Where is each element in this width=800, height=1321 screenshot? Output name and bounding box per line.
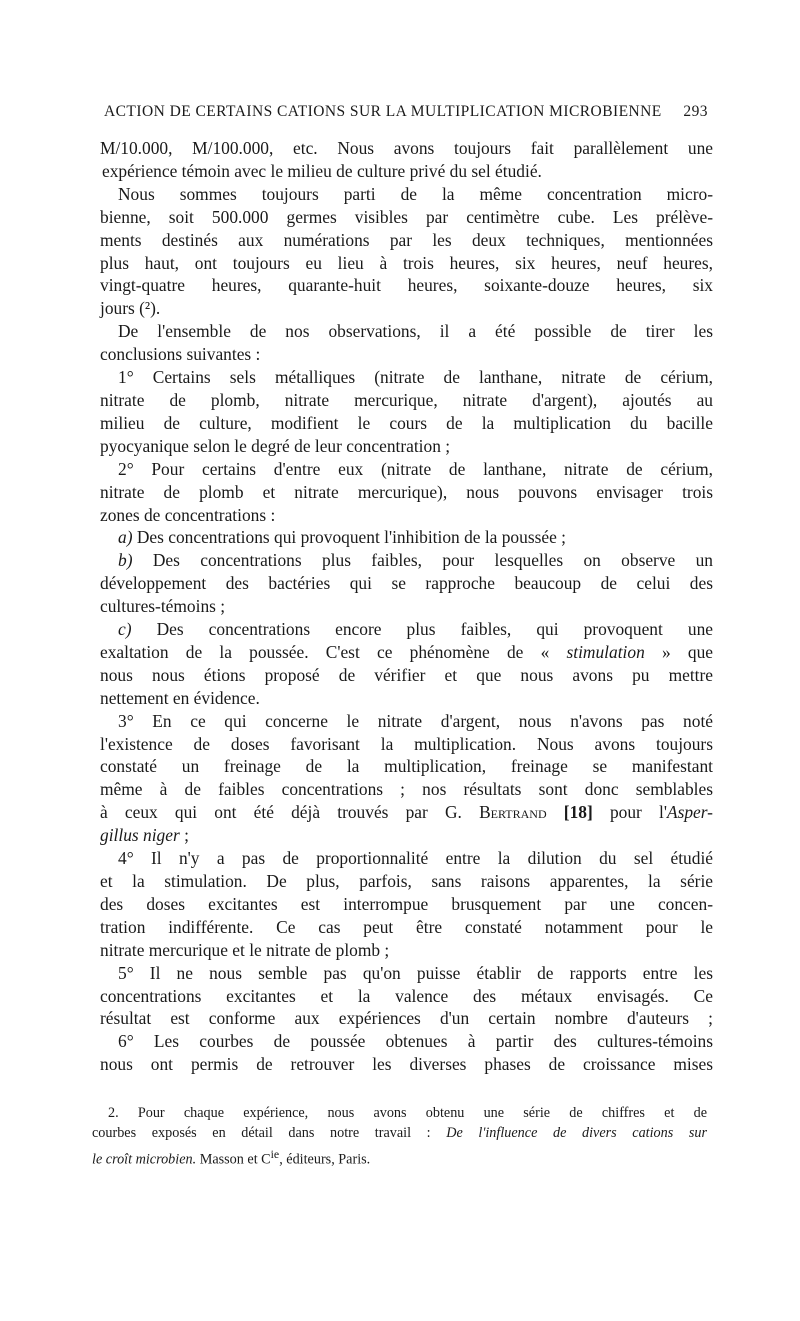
text-line: concentrations excitantes et la valence des métaux envisagés. Ce [100, 985, 713, 1006]
text-line: Nous sommes toujours parti de la même concentration micro- [118, 183, 713, 204]
text-line: 2° Pour certains d'entre eux (nitrate de lanthane, nitrate de cérium, [118, 458, 713, 479]
text-line: des doses excitantes est interrompue brusquement par une concen- [100, 893, 713, 914]
line-text: Des concentrations encore plus faibles, qui provoquent une [156, 619, 713, 640]
text-line: constaté un freinage de la multiplication, freinage se manifestant [100, 756, 713, 777]
text-line: pyocyanique selon le degré de leur concentration ; [100, 435, 451, 456]
text-line: nous ont permis de retrouver les diverses phases de croissance mises [100, 1054, 713, 1075]
text-line: 1° Certains sels métalliques (nitrate de lanthane, nitrate de cérium, [118, 367, 713, 388]
emphasis: De l'influence de divers cations sur [446, 1125, 708, 1142]
text-line: jours (²). [100, 298, 161, 319]
text-line: nettement en évidence. [100, 687, 260, 708]
text-line: développement des bactéries qui se rapproche beaucoup de celui des [100, 573, 713, 594]
text-line: résultat est conforme aux expériences d'un certain nombre d'auteurs ; [100, 1008, 713, 1029]
line-text: ; [184, 825, 189, 846]
emphasis: le croît microbien. [92, 1151, 197, 1168]
text-line [100, 801, 713, 824]
text-line [100, 526, 713, 549]
text-line: conclusions suivantes : [100, 344, 261, 365]
line-text: exaltation de la poussée. C'est ce phénomène de « [100, 641, 550, 662]
text-line: 3° En ce qui concerne le nitrate d'argent, nous n'avons pas noté [118, 710, 713, 731]
superscript: ie [270, 1146, 280, 1161]
text-line: nitrate de plomb, nitrate mercurique, nitrate d'argent), ajoutés au [100, 389, 713, 410]
line-text: pour l' [609, 802, 667, 823]
text-line: nitrate de plomb et nitrate mercurique), nous pouvons envisager trois [100, 481, 713, 502]
emphasis: stimulation [566, 641, 645, 662]
text-line: et la stimulation. De plus, parfois, sans raisons apparentes, la série [100, 871, 713, 891]
page-number: 293 [683, 103, 708, 120]
text-line [100, 549, 713, 572]
citation-ref: [18] [563, 802, 593, 823]
emphasis: gillus niger [100, 825, 180, 846]
list-label: c) [118, 619, 132, 640]
text-line: De l'ensemble de nos observations, il a été possible de tirer les [118, 321, 713, 342]
text-line: plus haut, ont toujours eu lieu à trois heures, six heures, neuf heures, [100, 252, 713, 273]
line-text: courbes exposés en détail dans notre travail : [92, 1125, 431, 1142]
text-line: nous nous étions proposé de vérifier et que nous avons pu mettre [100, 664, 713, 685]
text-line: vingt-quatre heures, quarante-huit heures, soixante-douze heures, six [100, 275, 713, 296]
text-line: bienne, soit 500.000 germes visibles par centimètre cube. Les prélève- [100, 206, 713, 227]
line-text: » que [661, 641, 713, 662]
text-line: milieu de culture, modifient le cours de la multiplication du bacille [100, 412, 713, 433]
line-text: Des concentrations qui provoquent l'inhibition de la poussée ; [136, 527, 566, 548]
line-text: Masson et C [199, 1151, 271, 1168]
running-header [104, 103, 708, 121]
line-text: , éditeurs, Paris. [279, 1151, 371, 1168]
text-line: cultures-témoins ; [100, 596, 226, 617]
text-line: 6° Les courbes de poussée obtenues à partir des cultures-témoins [118, 1031, 713, 1052]
list-label: b) [118, 550, 133, 571]
text-line: l'existence de doses favorisant la multiplication. Nous avons toujours [100, 733, 713, 754]
text-line: zones de concentrations : [100, 504, 276, 525]
text-line [100, 641, 713, 664]
footnote-line [92, 1123, 707, 1143]
text-line [100, 824, 713, 847]
text-line: même à de faibles concentrations ; nos résultats sont donc semblables [100, 779, 713, 800]
list-label: a) [118, 527, 133, 548]
footnote-line: 2. Pour chaque expérience, nous avons obtenu une série de chiffres et de [108, 1105, 707, 1121]
author-name: Bertrand [479, 802, 547, 823]
line-text: Des concentrations plus faibles, pour lesquelles on observe un [152, 550, 713, 571]
text-line: 4° Il n'y a pas de proportionnalité entre la dilution du sel étudié [118, 848, 713, 869]
emphasis: Asper- [666, 802, 713, 823]
footnote [92, 1103, 707, 1170]
text-line: M/10.000, M/100.000, etc. Nous avons toujours fait parallèlement une [100, 138, 713, 158]
text-line: tration indifférente. Ce cas peut être constaté notamment pour le [100, 916, 713, 937]
text-line: 5° Il ne nous semble pas qu'on puisse établir de rapports entre les [118, 962, 713, 983]
text-line [100, 618, 713, 641]
text-line: nitrate mercurique et le nitrate de plomb ; [100, 939, 390, 960]
footnote-line [92, 1144, 707, 1170]
text-line: expérience témoin avec le milieu de culture privé du sel étudié. [102, 160, 542, 181]
body-text [100, 137, 713, 1076]
line-text: à ceux qui ont été déjà trouvés par G. [100, 802, 462, 823]
text-line: ments destinés aux numérations par les deux techniques, mentionnées [100, 229, 713, 250]
running-title: ACTION DE CERTAINS CATIONS SUR LA MULTIPLICATION MICROBIENNE [104, 103, 662, 120]
